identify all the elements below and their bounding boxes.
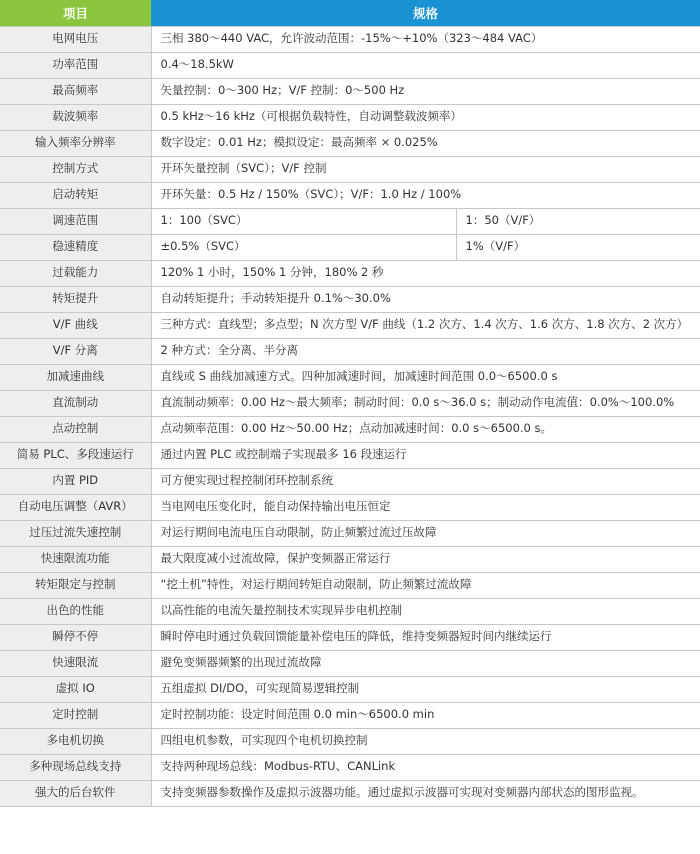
row-label: 最高频率 bbox=[0, 78, 151, 104]
row-label: 内置 PID bbox=[0, 468, 151, 494]
table-row bbox=[0, 598, 700, 624]
row-value: 以高性能的电流矢量控制技术实现异步电机控制 bbox=[151, 598, 700, 624]
row-value: 最大限度减小过流故障，保护变频器正常运行 bbox=[151, 546, 700, 572]
row-value: 1：100（SVC） bbox=[151, 208, 456, 234]
table-row bbox=[0, 780, 700, 806]
row-label: 多种现场总线支持 bbox=[0, 754, 151, 780]
table-row bbox=[0, 676, 700, 702]
row-value: 点动频率范围：0.00 Hz～50.00 Hz；点动加减速时间：0.0 s～6500.0 s。 bbox=[151, 416, 700, 442]
table-row bbox=[0, 208, 700, 234]
table-row bbox=[0, 104, 700, 130]
row-value-secondary: 1：50（V/F） bbox=[456, 208, 700, 234]
row-label: 稳速精度 bbox=[0, 234, 151, 260]
row-label: 虚拟 IO bbox=[0, 676, 151, 702]
table-row bbox=[0, 728, 700, 754]
table-row bbox=[0, 520, 700, 546]
row-label: 电网电压 bbox=[0, 26, 151, 52]
row-label: V/F 曲线 bbox=[0, 312, 151, 338]
table-row bbox=[0, 468, 700, 494]
row-label: 控制方式 bbox=[0, 156, 151, 182]
row-label: 载波频率 bbox=[0, 104, 151, 130]
row-label: 输入频率分辨率 bbox=[0, 130, 151, 156]
row-value: 三种方式：直线型；多点型；N 次方型 V/F 曲线（1.2 次方、1.4 次方、1.6 次方、1.8 次方、2 次方） bbox=[151, 312, 700, 338]
row-value: 直流制动频率：0.00 Hz～最大频率；制动时间：0.0 s～36.0 s；制动动作电流值：0.0%～100.0% bbox=[151, 390, 700, 416]
table-row bbox=[0, 624, 700, 650]
table-row bbox=[0, 260, 700, 286]
table-row bbox=[0, 754, 700, 780]
row-value: 0.5 kHz～16 kHz（可根据负载特性，自动调整载波频率） bbox=[151, 104, 700, 130]
table-row bbox=[0, 312, 700, 338]
row-value: 数字设定：0.01 Hz；模拟设定：最高频率 × 0.025% bbox=[151, 130, 700, 156]
row-label: 快速限流功能 bbox=[0, 546, 151, 572]
table-row bbox=[0, 416, 700, 442]
row-label: 点动控制 bbox=[0, 416, 151, 442]
table-row bbox=[0, 156, 700, 182]
row-label: 自动电压调整（AVR） bbox=[0, 494, 151, 520]
row-label: 瞬停不停 bbox=[0, 624, 151, 650]
row-value: 120% 1 小时，150% 1 分钟，180% 2 秒 bbox=[151, 260, 700, 286]
table-row bbox=[0, 572, 700, 598]
row-value: 四组电机参数，可实现四个电机切换控制 bbox=[151, 728, 700, 754]
row-label: 直流制动 bbox=[0, 390, 151, 416]
row-value: 三相 380～440 VAC，允许波动范围：-15%～+10%（323～484 VAC） bbox=[151, 26, 700, 52]
row-label: 出色的性能 bbox=[0, 598, 151, 624]
row-value: 当电网电压变化时，能自动保持输出电压恒定 bbox=[151, 494, 700, 520]
row-label: 简易 PLC、多段速运行 bbox=[0, 442, 151, 468]
row-label: 过载能力 bbox=[0, 260, 151, 286]
row-label: 调速范围 bbox=[0, 208, 151, 234]
row-label: 强大的后台软件 bbox=[0, 780, 151, 806]
table-row bbox=[0, 52, 700, 78]
row-label: 转矩限定与控制 bbox=[0, 572, 151, 598]
row-value: 避免变频器频繁的出现过流故障 bbox=[151, 650, 700, 676]
row-value: 通过内置 PLC 或控制端子实现最多 16 段速运行 bbox=[151, 442, 700, 468]
table-row bbox=[0, 286, 700, 312]
table-row bbox=[0, 702, 700, 728]
row-value: 开环矢量控制（SVC）；V/F 控制 bbox=[151, 156, 700, 182]
row-value: 2 种方式：全分离、半分离 bbox=[151, 338, 700, 364]
row-value: 支持两种现场总线：Modbus-RTU、CANLink bbox=[151, 754, 700, 780]
row-value: 支持变频器参数操作及虚拟示波器功能。通过虚拟示波器可实现对变频器内部状态的图形监视。 bbox=[151, 780, 700, 806]
table-row bbox=[0, 130, 700, 156]
table-row bbox=[0, 182, 700, 208]
row-value: 五组虚拟 DI/DO，可实现简易逻辑控制 bbox=[151, 676, 700, 702]
row-value: 矢量控制：0～300 Hz；V/F 控制：0～500 Hz bbox=[151, 78, 700, 104]
table-row bbox=[0, 364, 700, 390]
table-row bbox=[0, 390, 700, 416]
row-label: 转矩提升 bbox=[0, 286, 151, 312]
row-label: 快速限流 bbox=[0, 650, 151, 676]
header-spec: 规格 bbox=[151, 0, 700, 26]
table-row bbox=[0, 650, 700, 676]
row-label: 多电机切换 bbox=[0, 728, 151, 754]
row-value: 可方便实现过程控制闭环控制系统 bbox=[151, 468, 700, 494]
table-row bbox=[0, 234, 700, 260]
row-value: 瞬时停电时通过负载回馈能量补偿电压的降低，维持变频器短时间内继续运行 bbox=[151, 624, 700, 650]
row-label: 加减速曲线 bbox=[0, 364, 151, 390]
row-value: 直线或 S 曲线加减速方式。四种加减速时间，加减速时间范围 0.0～6500.0 s bbox=[151, 364, 700, 390]
table-row bbox=[0, 442, 700, 468]
table-body bbox=[0, 26, 700, 806]
row-label: 定时控制 bbox=[0, 702, 151, 728]
row-value: 对运行期间电流电压自动限制，防止频繁过流过压故障 bbox=[151, 520, 700, 546]
table-header bbox=[0, 0, 700, 26]
row-label: 启动转矩 bbox=[0, 182, 151, 208]
row-value: 开环矢量：0.5 Hz / 150%（SVC）；V/F：1.0 Hz / 100% bbox=[151, 182, 700, 208]
row-value: 0.4～18.5kW bbox=[151, 52, 700, 78]
row-label: V/F 分离 bbox=[0, 338, 151, 364]
row-label: 过压过流失速控制 bbox=[0, 520, 151, 546]
row-value-secondary: 1%（V/F） bbox=[456, 234, 700, 260]
header-item: 项目 bbox=[0, 0, 151, 26]
table-row bbox=[0, 78, 700, 104]
table-row bbox=[0, 494, 700, 520]
row-value: “挖土机”特性，对运行期间转矩自动限制，防止频繁过流故障 bbox=[151, 572, 700, 598]
row-label: 功率范围 bbox=[0, 52, 151, 78]
table-row bbox=[0, 26, 700, 52]
row-value: 定时控制功能：设定时间范围 0.0 min～6500.0 min bbox=[151, 702, 700, 728]
row-value: 自动转矩提升；手动转矩提升 0.1%～30.0% bbox=[151, 286, 700, 312]
table-row bbox=[0, 546, 700, 572]
table-row bbox=[0, 338, 700, 364]
row-value: ±0.5%（SVC） bbox=[151, 234, 456, 260]
